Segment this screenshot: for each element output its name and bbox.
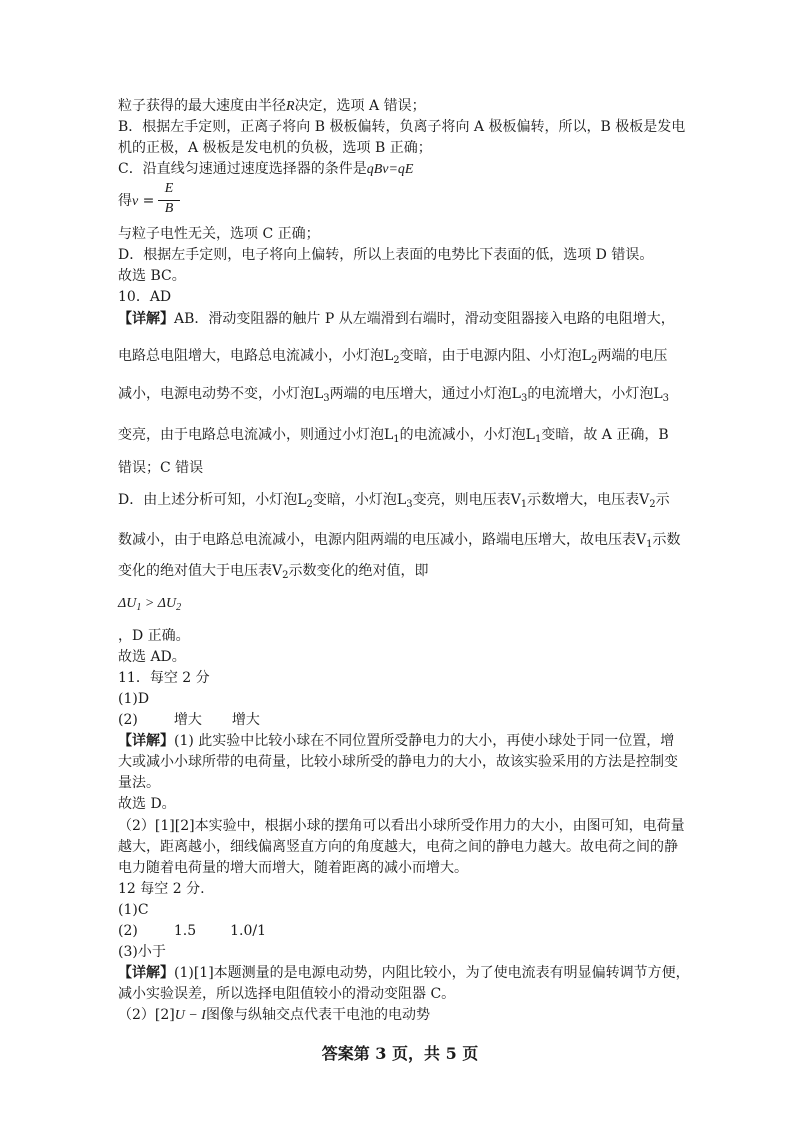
- answer-line: (3)小于: [118, 944, 166, 960]
- text-line: 越大，距离越小，细线偏离竖直方向的角度越大，电荷之间的静电力越大。故电荷之间的静: [118, 839, 678, 855]
- text-line: 【详解】(1) 此实验中比较小球在不同位置所受静电力的大小，再使小球处于同一位置，增: [118, 733, 675, 749]
- text-line: 机的正极，A 极板是发电机的负极，选项 B 正确；: [118, 140, 432, 156]
- answer-line: (1)C: [118, 902, 149, 918]
- text-line: （2）[1][2]本实验中，根据小球的摆角可以看出小球所受作用力的大小，由图可知，电荷量: [118, 818, 685, 834]
- text-line: （2）[2]U − I图像与纵轴交点代表干电池的电动势: [118, 1007, 430, 1023]
- question-number: 10．AD: [118, 289, 172, 305]
- text-line: 变亮，由于电路总电流减小，则通过小灯泡$L_1$的电流减小，小灯泡$L_1$变暗，故 A 正确，B: [118, 427, 669, 445]
- text-line: B．根据左手定则，正离子将向 B 极板偏转，负离子将向 A 极板偏转，所以，B 极板是发电: [118, 119, 686, 135]
- text-line: 错误；C 错误: [118, 460, 204, 476]
- text-line: 【详解】(1)[1]本题测量的是电源电动势，内阻比较小，为了使电流表有明显偏转调节方便，: [118, 965, 690, 981]
- text-line: C．沿直线匀速通过速度选择器的条件是qBv=qE: [118, 161, 414, 177]
- formula-delta-u: $\Delta U_1 > \Delta U_2$: [118, 596, 182, 613]
- text-line: 减小实验误差，所以选择电阻值较小的滑动变阻器 C。: [118, 986, 456, 1002]
- text-line: 得v =: [118, 193, 155, 209]
- text-line: 数减小，由于电路总电流减小，电源内阻两端的电压减小，路端电压增大，故电压表$V_1$示数: [118, 532, 681, 550]
- answer-line: (1)D: [118, 691, 150, 707]
- text-line: 量法。: [118, 775, 160, 791]
- question-number: 12 每空 2 分.: [118, 881, 205, 897]
- text-line: D．由上述分析可知，小灯泡$L_2$变暗，小灯泡$L_3$变亮，则电压表$V_1$示数增大，电压表$V_2$示: [118, 492, 670, 510]
- text-line: 电力随着电荷量的增大而增大，随着距离的减小而增大。: [118, 860, 468, 876]
- text-line: 电路总电阻增大，电路总电流减小，小灯泡$L_2$变暗，由于电源内阻、小灯泡$L_2$两端的电压: [118, 348, 668, 366]
- text-line: 故选 BC。: [118, 268, 186, 284]
- fraction-e-over-b: E B: [158, 181, 180, 221]
- text-line: 故选 D。: [118, 796, 176, 812]
- text-line: ，D 正确。: [118, 628, 190, 644]
- text-line: 减小，电源电动势不变，小灯泡$L_3$两端的电压增大，通过小灯泡$L_3$的电流增大，小灯泡$L_3$: [118, 386, 670, 404]
- text-line: 变化的绝对值大于电压表$V_2$示数变化的绝对值，即: [118, 563, 429, 581]
- page-footer: 答案第 3 页，共 5 页: [321, 1044, 479, 1063]
- answer-line: (2) 1.5 1.0/1: [118, 923, 266, 939]
- text-line: 【详解】AB．滑动变阻器的触片 P 从左端滑到右端时，滑动变阻器接入电路的电阻增大，: [118, 311, 675, 327]
- question-number: 11．每空 2 分: [118, 670, 210, 686]
- answer-line: (2) 增大 增大: [118, 712, 260, 728]
- text-line: 大或减小小球所带的电荷量，比较小球所受的静电力的大小，故该实验采用的方法是控制变: [118, 754, 678, 770]
- text-line: 粒子获得的最大速度由半径R决定，选项 A 错误；: [118, 98, 426, 114]
- text-line: D．根据左手定则，电子将向上偏转，所以上表面的电势比下表面的低，选项 D 错误。: [118, 247, 654, 263]
- text-line: 与粒子电性无关，选项 C 正确；: [118, 226, 320, 242]
- text-line: 故选 AD。: [118, 649, 186, 665]
